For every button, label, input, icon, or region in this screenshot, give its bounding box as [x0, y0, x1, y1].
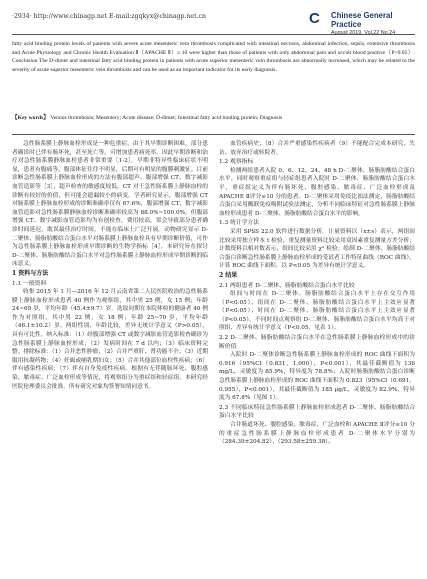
general-data-paragraph: 收集 2015 年 1 月—2016 年 12 月云南省第二人民医院收治的急性肠系膜上静脉血栓形成患者 40 例作为观察组，其中男 25 例，女 15 例；年龄 24~69 岁，平均年龄（45.4±9.7）岁。选取同期在本院体检的健康者 40 例作为对照组，其中男 22 例，女 18 例；年龄 25~70 岁，平均年龄（46.1±10.2）岁。两组性别、年龄比较，差异无统计学意义（P>0.05），具有可比性。纳入标准：（1）经腹部增强 CT 或数字减影血管造影检查确诊为急性肠系膜上静脉血栓形成；（2）发病时间在 7 d 以内；（3）临床资料完整。排除标准：（1）合并恶性肿瘤；（2）合并严重肝、肾功能不全；（3）近期服用抗凝药物；（4）妊娠或哺乳期妇女；（5）合并其他部位血栓性疾病；（6）伴有感染性疾病；（7）伴有自身免疫性疾病。根据有无伴随肠坏死、腹腔感染、脓毒症、广泛血栓形成等情况，将观察组分为重症组和轻症组。本研究经医院伦理委员会批准，所有研究对象均签署知情同意书。: [12, 289, 208, 390]
section-heading-methods: 1 资料与方法: [12, 269, 49, 277]
subsection-heading-clinical: 2.3 不同临床特征急性肠系膜上静脉血栓形成患者 D-二聚体、肠脂肪酸结合蛋白水平比较: [219, 404, 415, 420]
abstract-tail: fatty acid binding protein levels of patients with severe acute mesenteric vein thrombosis complicated with intestinal necrosis, abdominal infection, sepsis, extensive thrombosis and Acute Physiology and Chronic Health Evaluation Ⅱ（APACHE Ⅱ）≥ 10 were higher than those of patients with only abdominal pain and occult blood positive（P<0.05）. Conclusion The D-dimer and intestinal fatty acid binding protein in patients with acute superior mesenteric vein thrombosis are abnormally increased, which may be related to the severity of acute superior mesenteric vein thrombosis and can be used as an important indicator for its early diagnosis.: [12, 41, 415, 73]
subsection-heading-general: 1.1 一般资料: [12, 280, 47, 287]
page-header: [12, 8, 415, 35]
section-divider: [12, 134, 415, 135]
issue-info: August 2019, Vol.22 No.24: [331, 30, 396, 36]
journal-title: Chinese General Practice: [331, 11, 393, 29]
statistics-paragraph: 采用 SPSS 22.0 软件进行数据分析。计量资料以（x±s）表示，两组间比较采用独立样本 t 检验，重复测量资料比较采用双因素重复测量方差分析；计数资料以相对数表示，组间比较采用 χ² 检验；绘制 D-二聚体、肠脂肪酸结合蛋白诊断急性肠系膜上静脉血栓形成的受试者工作特征曲线（ROC 曲线），计算 ROC 曲线下面积。以 P<0.05 为差异有统计学意义。: [219, 228, 415, 270]
keywords-label: 【Key words】: [12, 115, 49, 121]
comparison-paragraph: 组间与时间在 D-二聚体、肠脂肪酸结合蛋白水平上存在交互作用（P<0.05）；组间在 D-二聚体、肠脂肪酸结合蛋白水平上主效应显著（P<0.05）；时间在 D-二聚体、肠脂肪酸结合蛋白水平上主效应显著（P<0.05）。不同时间点观察组 D-二聚体、肠脂肪酸结合蛋白水平均高于对照组，差异有统计学意义（P<0.05，见表 1）。: [219, 291, 415, 332]
observation-paragraph: 检测两组患者入院 0、6、12、24、48 h D-二聚体、肠脂肪酸结合蛋白水平。同时观察重症组与轻症组患者入院时 D-二聚体、肠脂肪酸结合蛋白水平，重症组定义为伴有肠坏死、腹腔感染、脓毒症、广泛血栓形成及 APACHE Ⅱ评分≥10 分的患者。D-二聚体采用免疫比浊法测定，肠脂肪酸结合蛋白采用酶联免疫吸附试验法测定，分析不同临床特征对急性肠系膜上静脉血栓形成患者 D-二聚体、肠脂肪酸结合蛋白水平的影响。: [219, 167, 415, 217]
journal-masthead: [331, 11, 415, 36]
right-column: [219, 140, 415, 447]
keywords-text: Venous thrombosis; Mesentery; Acute disease; D-dimer; Intestinal fatty acid binding protein; Diagnosis: [50, 115, 283, 121]
criteria-tail-paragraph: 血管疾病史；（8）合并严重感染性疾病者（9）不能配合完成本研究、失访、放弃治疗或转院者。: [219, 141, 415, 156]
subsection-heading-diagnostic: 2.2 D-二聚体、肠脂肪酸结合蛋白水平在急性肠系膜上静脉血栓形成中的诊断价值: [219, 335, 415, 350]
left-column: [12, 140, 208, 391]
page-info: ·2934· http://www.chinagp.net E-mail:zgqkyx@chinagp.net.cn: [12, 13, 206, 20]
keywords: [12, 114, 415, 123]
subsection-heading-statistics: 1.3 统计学方法: [219, 220, 260, 227]
journal-logo-icon: C: [309, 10, 320, 27]
subsection-heading-observation: 1.2 观察指标: [219, 159, 254, 166]
diagnostic-paragraph: 入院时 D-二聚体诊断急性肠系膜上静脉血栓形成的 ROC 曲线下面积为 0.916（95%CI（0.831，1.000），P<0.001），其最佳截断值为 136 mg/L，灵敏度为 85.9%，特异度为 78.8%；入院时肠脂肪酸结合蛋白诊断急性肠系膜上静脉血栓形成的 ROC 曲线下面积为 0.823（95%CI（0.691，0.955），P<0.001），其最佳截断值为 185 μg/L，灵敏度为 82.9%，特异度为 67.8%（见图 1）。: [219, 352, 415, 402]
intro-paragraph: 急性肠系膜上静脉血栓形成是一种危重症，由于其早期诊断困难，部分患者确诊时已伴有肠坏死，甚至死亡等，可增加患者病死率。因此早期诊断和治疗对急性肠系膜静脉血栓患者非常重要［1-2］。早期非特异性临床症状不明显，患者有腹痛等，腹部体征往往不明显，后期可有明显的腹膜刺激征。目前诊断急性肠系膜上静脉血栓形成的方法有腹部超声、腹部增强 CT、数字减影血管造影等［3］，超声检查的敏感度较低，CT 对于急性肠系膜上静脉血栓的诊断有较好的价值，但可能会遗漏较小的病变。学者研究显示，腹部增强 CT 对肠系膜上静脉血栓形成的诊断准确率仅有 67.6%，腹部增强 CT、数字减影血管造影对急性肠系膜静脉血栓诊断准确率较高为 88.0%~100.0%。但腹部增强 CT、数字减影血管造影均为有创检查，费用较高，常会导致部分患者确诊时间延迟，耽误最佳治疗时间。不能在临床上广泛开展。动物研究显示 D-二聚体、肠脂肪酸结合蛋白水平对肠系膜上静脉血栓具有早期诊断价值，可作为急性肠系膜上静脉血栓形成早期诊断的生物学指标［4］。本研究旨在探讨 D-二聚体、肠脂肪酸结合蛋白水平对急性肠系膜上静脉血栓形成早期诊断的临床意义。: [12, 141, 208, 268]
section-heading-results: 2 结果: [219, 271, 238, 279]
clinical-paragraph: 合并肠道坏死、腹腔感染、脓毒症、广泛血栓和 APACHE Ⅱ评分≥10 分的重症急性肠系膜上静脉血栓形成患者 D-二聚体水平分别为（284.39±204.82）、（293.58±259.38）、: [219, 422, 415, 446]
subsection-heading-comparison: 2.1 两组患者 D-二聚体、肠脂肪酸结合蛋白水平比较: [219, 282, 355, 289]
